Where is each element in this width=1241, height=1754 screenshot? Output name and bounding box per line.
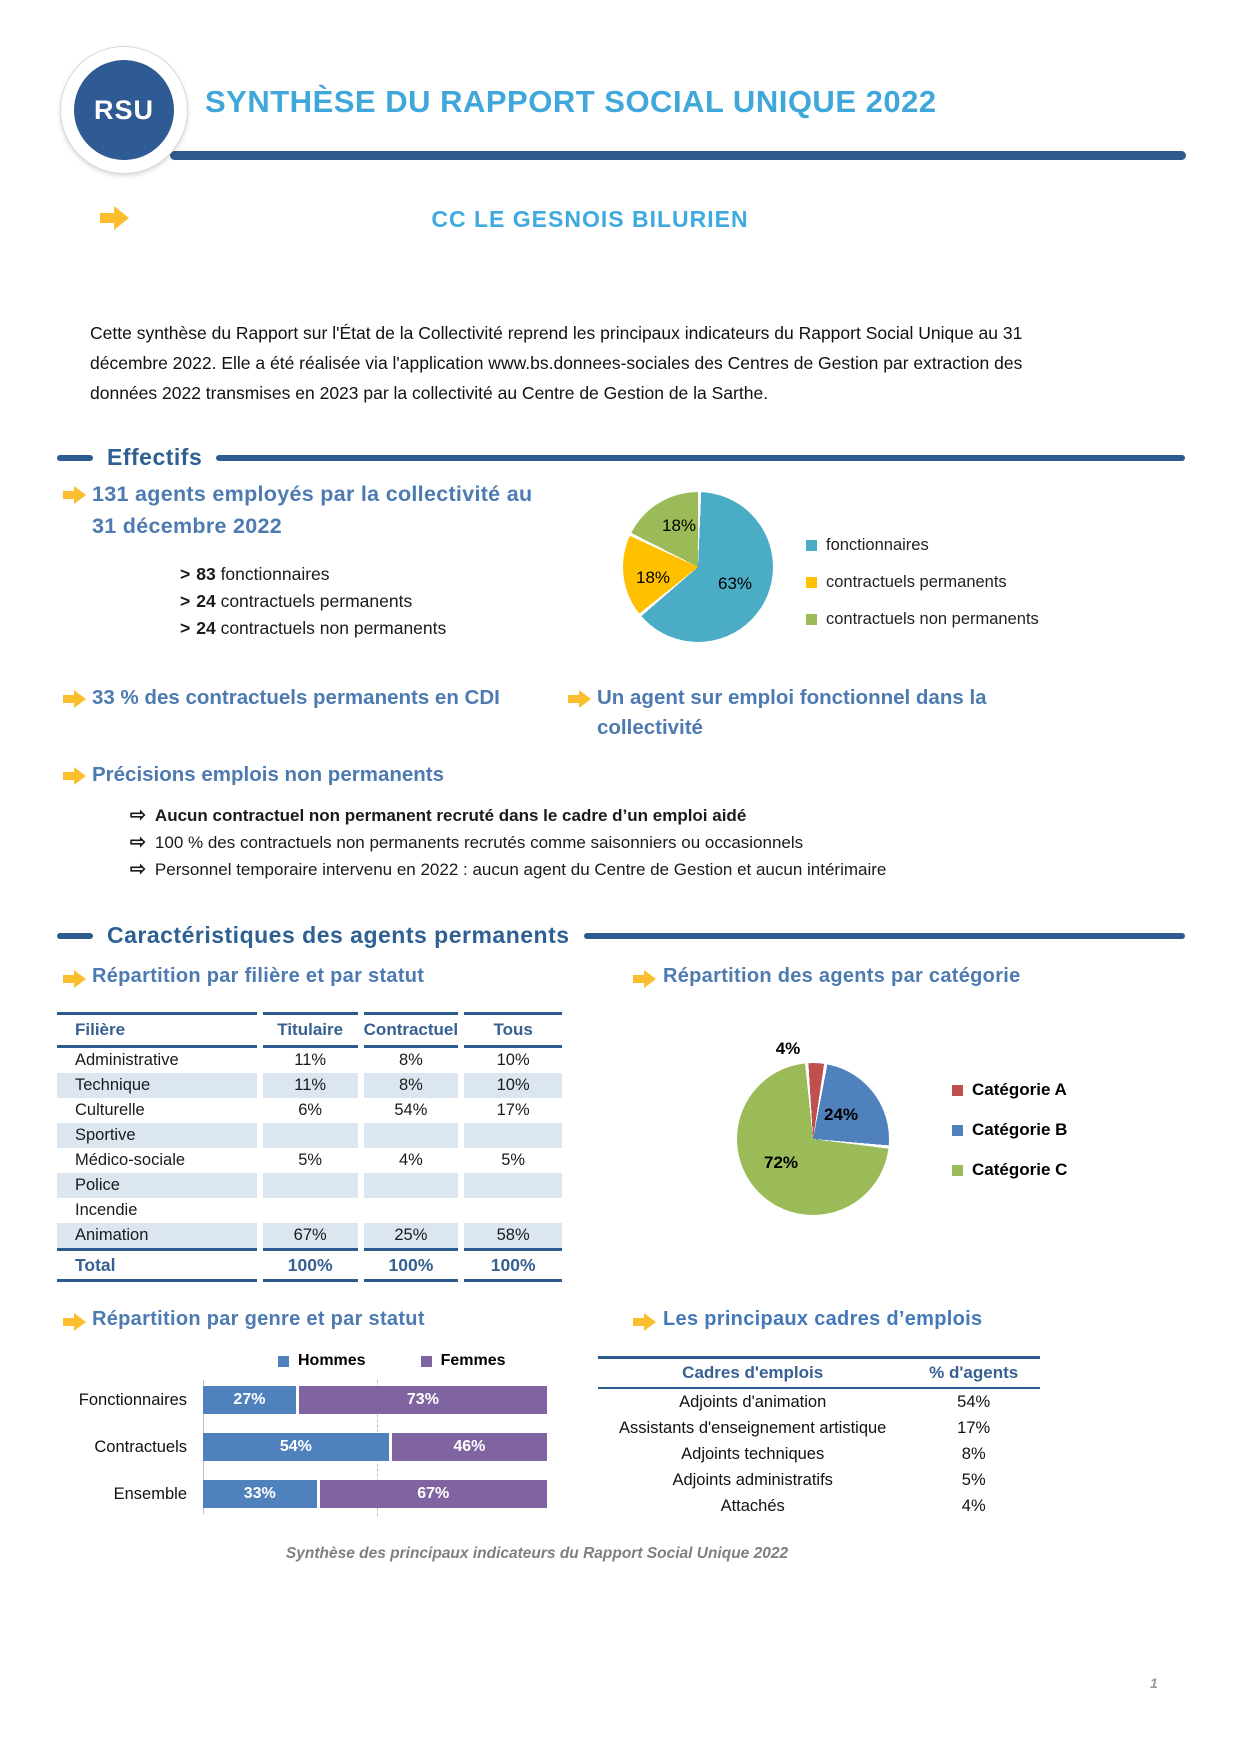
fact-cdi: 33 % des contractuels permanents en CDI	[92, 686, 500, 709]
bullet-arrow-icon: ⇨	[130, 805, 146, 826]
genre-heading: Répartition par genre et par statut	[92, 1308, 425, 1330]
table-cell: Sportive	[57, 1123, 260, 1148]
table-cell: 4%	[961, 1496, 986, 1515]
count-item	[180, 564, 446, 591]
table-cell	[361, 1123, 462, 1148]
arrow-right-icon	[63, 1313, 87, 1331]
table-cell: 8%	[961, 1444, 986, 1463]
table-row	[57, 1148, 562, 1173]
precision-item	[130, 802, 886, 829]
table-cell	[361, 1173, 462, 1198]
precisions-list	[130, 802, 886, 883]
pie-data-label: 63%	[717, 574, 753, 593]
page-title: SYNTHÈSE DU RAPPORT SOCIAL UNIQUE 2022	[205, 84, 937, 119]
table-cell: 5%	[961, 1470, 986, 1489]
bar-track	[203, 1386, 547, 1414]
table-cell: 25%	[361, 1223, 462, 1250]
column-header: % d'agents	[907, 1358, 1040, 1389]
table-cell: 67%	[260, 1223, 361, 1250]
table-row	[57, 1073, 562, 1098]
legend-label: Hommes	[298, 1352, 366, 1369]
count-value: 24	[196, 591, 221, 611]
bar-row	[57, 1386, 547, 1414]
column-header: Contractuel	[361, 1014, 462, 1047]
table-cell: 5%	[260, 1148, 361, 1173]
table-cell: 100%	[461, 1250, 562, 1281]
table-row	[598, 1415, 1040, 1441]
section-effectifs-header	[57, 444, 1185, 471]
precisions-title: Précisions emplois non permanents	[92, 763, 445, 786]
section-title-caracteristiques: Caractéristiques des agents permanents	[107, 922, 570, 948]
table-cell: Assistants d'enseignement artistique	[619, 1418, 887, 1437]
categorie-pie-chart	[737, 1063, 889, 1215]
legend-label: Catégorie A	[972, 1080, 1067, 1099]
legend-swatch	[952, 1125, 963, 1136]
table-cell: 11%	[260, 1047, 361, 1074]
table-cell: Adjoints administratifs	[672, 1470, 833, 1489]
table-cell: Adjoints d'animation	[679, 1392, 827, 1411]
legend-label: contractuels non permanents	[826, 609, 1039, 628]
table-cell: 8%	[361, 1073, 462, 1098]
table-cell: Animation	[57, 1223, 260, 1250]
legend-item	[952, 1118, 1067, 1142]
bar-value-label: 46%	[453, 1438, 486, 1455]
legend-label: Femmes	[440, 1352, 506, 1369]
effectifs-headline: 131 agents employés par la collectivité au 31 décembre 2022	[92, 482, 533, 538]
footer-caption: Synthèse des principaux indicateurs du Rapport Social Unique 2022	[285, 1545, 789, 1562]
bar-value-label: 33%	[243, 1485, 276, 1502]
bar-segment	[317, 1480, 547, 1508]
genre-legend	[278, 1349, 506, 1373]
cadres-table	[598, 1356, 1040, 1519]
table-cell: 11%	[260, 1073, 361, 1098]
legend-swatch	[952, 1165, 963, 1176]
legend-swatch	[421, 1356, 432, 1367]
genre-bar-chart	[57, 1386, 547, 1527]
pie-data-label: 24%	[823, 1105, 859, 1124]
table-cell: 6%	[260, 1098, 361, 1123]
table-row	[57, 1047, 562, 1074]
table-cell: 10%	[461, 1073, 562, 1098]
precision-text: Aucun contractuel non permanent recruté dans le cadre d’un emploi aidé	[154, 805, 747, 825]
filiere-table	[57, 1012, 562, 1282]
section-line	[584, 933, 1185, 939]
section-dash	[57, 933, 93, 939]
table-cell: 5%	[461, 1148, 562, 1173]
categorie-heading: Répartition des agents par catégorie	[663, 965, 1021, 987]
count-marker: >	[180, 618, 191, 638]
rsu-badge	[60, 46, 188, 174]
column-header: Titulaire	[260, 1014, 361, 1047]
table-cell: 8%	[361, 1047, 462, 1074]
bar-track	[203, 1480, 547, 1508]
precision-text: 100 % des contractuels non permanents recrutés comme saisonniers ou occasionnels	[154, 832, 804, 852]
table-cell	[260, 1123, 361, 1148]
bar-value-label: 73%	[406, 1391, 439, 1408]
rsu-badge-label: RSU	[74, 60, 174, 160]
table-cell: 4%	[361, 1148, 462, 1173]
arrow-right-icon	[568, 690, 592, 708]
table-cell	[361, 1198, 462, 1223]
count-label: fonctionnaires	[220, 564, 330, 584]
table-cell: 17%	[461, 1098, 562, 1123]
bar-row	[57, 1433, 547, 1461]
section-line	[216, 455, 1185, 461]
legend-label: Catégorie B	[972, 1120, 1068, 1139]
bar-segment	[203, 1386, 296, 1414]
legend-swatch	[806, 614, 817, 625]
data-table	[57, 1012, 562, 1282]
legend-item	[806, 607, 1039, 631]
bar-category-label: Ensemble	[113, 1484, 187, 1503]
table-cell: Incendie	[75, 1201, 138, 1219]
table-row	[57, 1098, 562, 1123]
table-cell: 17%	[957, 1418, 991, 1437]
count-marker: >	[180, 591, 191, 611]
table-cell: Médico-sociale	[75, 1151, 186, 1169]
table-cell: 10%	[461, 1047, 562, 1074]
pie-data-label: 72%	[763, 1153, 799, 1172]
table-header-row	[57, 1014, 562, 1047]
table-cell: Police	[57, 1173, 260, 1198]
table-row	[598, 1493, 1040, 1519]
table-header-row	[598, 1358, 1040, 1389]
legend-label: fonctionnaires	[826, 535, 929, 554]
fact-emploi-fonctionnel: Un agent sur emploi fonctionnel dans la collectivité	[597, 686, 987, 739]
table-cell: Culturelle	[75, 1101, 145, 1119]
bullet-arrow-icon: ⇨	[130, 832, 146, 853]
categorie-pie-legend	[952, 1078, 1067, 1198]
arrow-right-icon	[100, 206, 130, 230]
precision-text: Personnel temporaire intervenu en 2022 : aucun agent du Centre de Gestion et aucun intérimaire	[154, 859, 887, 879]
bar-value-label: 54%	[279, 1438, 312, 1455]
bar-segment	[296, 1386, 547, 1414]
table-cell: Attachés	[720, 1496, 785, 1515]
column-header: Filière	[57, 1014, 260, 1047]
legend-swatch	[806, 540, 817, 551]
arrow-right-icon	[63, 486, 87, 504]
arrow-right-icon	[63, 970, 87, 988]
section-dash	[57, 455, 93, 461]
table-row	[57, 1173, 562, 1198]
legend-swatch	[806, 577, 817, 588]
count-label: contractuels non permanents	[220, 618, 447, 638]
statut-pie-legend	[806, 533, 1039, 644]
legend-item	[806, 570, 1039, 594]
statut-pie-chart	[623, 492, 773, 642]
section-caracteristiques-header	[57, 922, 1185, 949]
legend-item	[952, 1158, 1067, 1182]
table-total-row	[57, 1250, 562, 1281]
legend-item	[806, 533, 1039, 557]
data-table	[598, 1356, 1040, 1519]
count-item	[180, 591, 446, 618]
count-marker: >	[180, 564, 191, 584]
section-title-effectifs: Effectifs	[107, 444, 203, 470]
count-item	[180, 618, 446, 645]
table-cell: 100%	[361, 1250, 462, 1281]
legend-label: contractuels permanents	[826, 572, 1007, 591]
table-cell	[461, 1123, 562, 1148]
table-cell: Adjoints techniques	[681, 1444, 825, 1463]
table-cell: Total	[57, 1250, 260, 1281]
bar-category-label: Contractuels	[94, 1437, 187, 1456]
column-header: Tous	[461, 1014, 562, 1047]
table-row	[57, 1223, 562, 1250]
title-divider	[170, 151, 1186, 160]
pie-data-label: 18%	[661, 516, 697, 535]
table-cell: 54%	[957, 1392, 991, 1411]
table-row	[57, 1198, 562, 1223]
bar-segment	[203, 1433, 389, 1461]
table-cell	[260, 1173, 361, 1198]
legend-item	[278, 1349, 366, 1373]
bar-category-label: Fonctionnaires	[78, 1390, 187, 1409]
table-cell	[260, 1198, 361, 1223]
table-row	[598, 1467, 1040, 1493]
page-number: 1	[1150, 1675, 1158, 1691]
table-cell: 58%	[461, 1223, 562, 1250]
arrow-right-icon	[633, 1313, 657, 1331]
bar-value-label: 67%	[417, 1485, 450, 1502]
legend-item	[421, 1349, 506, 1373]
table-row	[57, 1123, 562, 1148]
bar-segment	[203, 1480, 317, 1508]
precision-item	[130, 829, 886, 856]
cadres-heading: Les principaux cadres d’emplois	[663, 1308, 983, 1330]
table-row	[598, 1441, 1040, 1467]
table-cell	[461, 1173, 562, 1198]
legend-label: Catégorie C	[972, 1160, 1068, 1179]
count-value: 24	[196, 618, 221, 638]
filiere-heading: Répartition par filière et par statut	[92, 965, 425, 987]
column-header: Cadres d'emplois	[598, 1358, 907, 1389]
table-row	[598, 1388, 1040, 1415]
legend-swatch	[952, 1085, 963, 1096]
pie-data-label: 4%	[775, 1039, 801, 1058]
table-cell	[461, 1198, 562, 1223]
bar-track	[203, 1433, 547, 1461]
table-cell: Technique	[57, 1073, 260, 1098]
intro-paragraph: Cette synthèse du Rapport sur l'État de la Collectivité reprend les principaux indicateurs du Rapport Social Unique au 31 décembre 2022. Elle a été réalisée via l'application www.bs.donnees-sociales des Centres de Gestion par extraction des données 2022 transmises en 2023 par la collectivité au Centre de Gestion de la Sarthe.	[90, 323, 1023, 403]
table-cell: 54%	[361, 1098, 462, 1123]
effectifs-counts	[180, 564, 446, 645]
count-value: 83	[196, 564, 221, 584]
count-label: contractuels permanents	[220, 591, 413, 611]
arrow-right-icon	[63, 690, 87, 708]
bar-segment	[389, 1433, 547, 1461]
pie-data-label: 18%	[635, 568, 671, 587]
collectivity-name: CC LE GESNOIS BILURIEN	[431, 206, 749, 232]
legend-item	[952, 1078, 1067, 1102]
bar-row	[57, 1480, 547, 1508]
arrow-right-icon	[633, 970, 657, 988]
bar-value-label: 27%	[233, 1391, 266, 1408]
table-cell: Administrative	[75, 1051, 179, 1069]
arrow-right-icon	[63, 767, 87, 785]
precision-item	[130, 856, 886, 883]
table-cell: 100%	[260, 1250, 361, 1281]
bullet-arrow-icon: ⇨	[130, 859, 146, 880]
legend-swatch	[278, 1356, 289, 1367]
